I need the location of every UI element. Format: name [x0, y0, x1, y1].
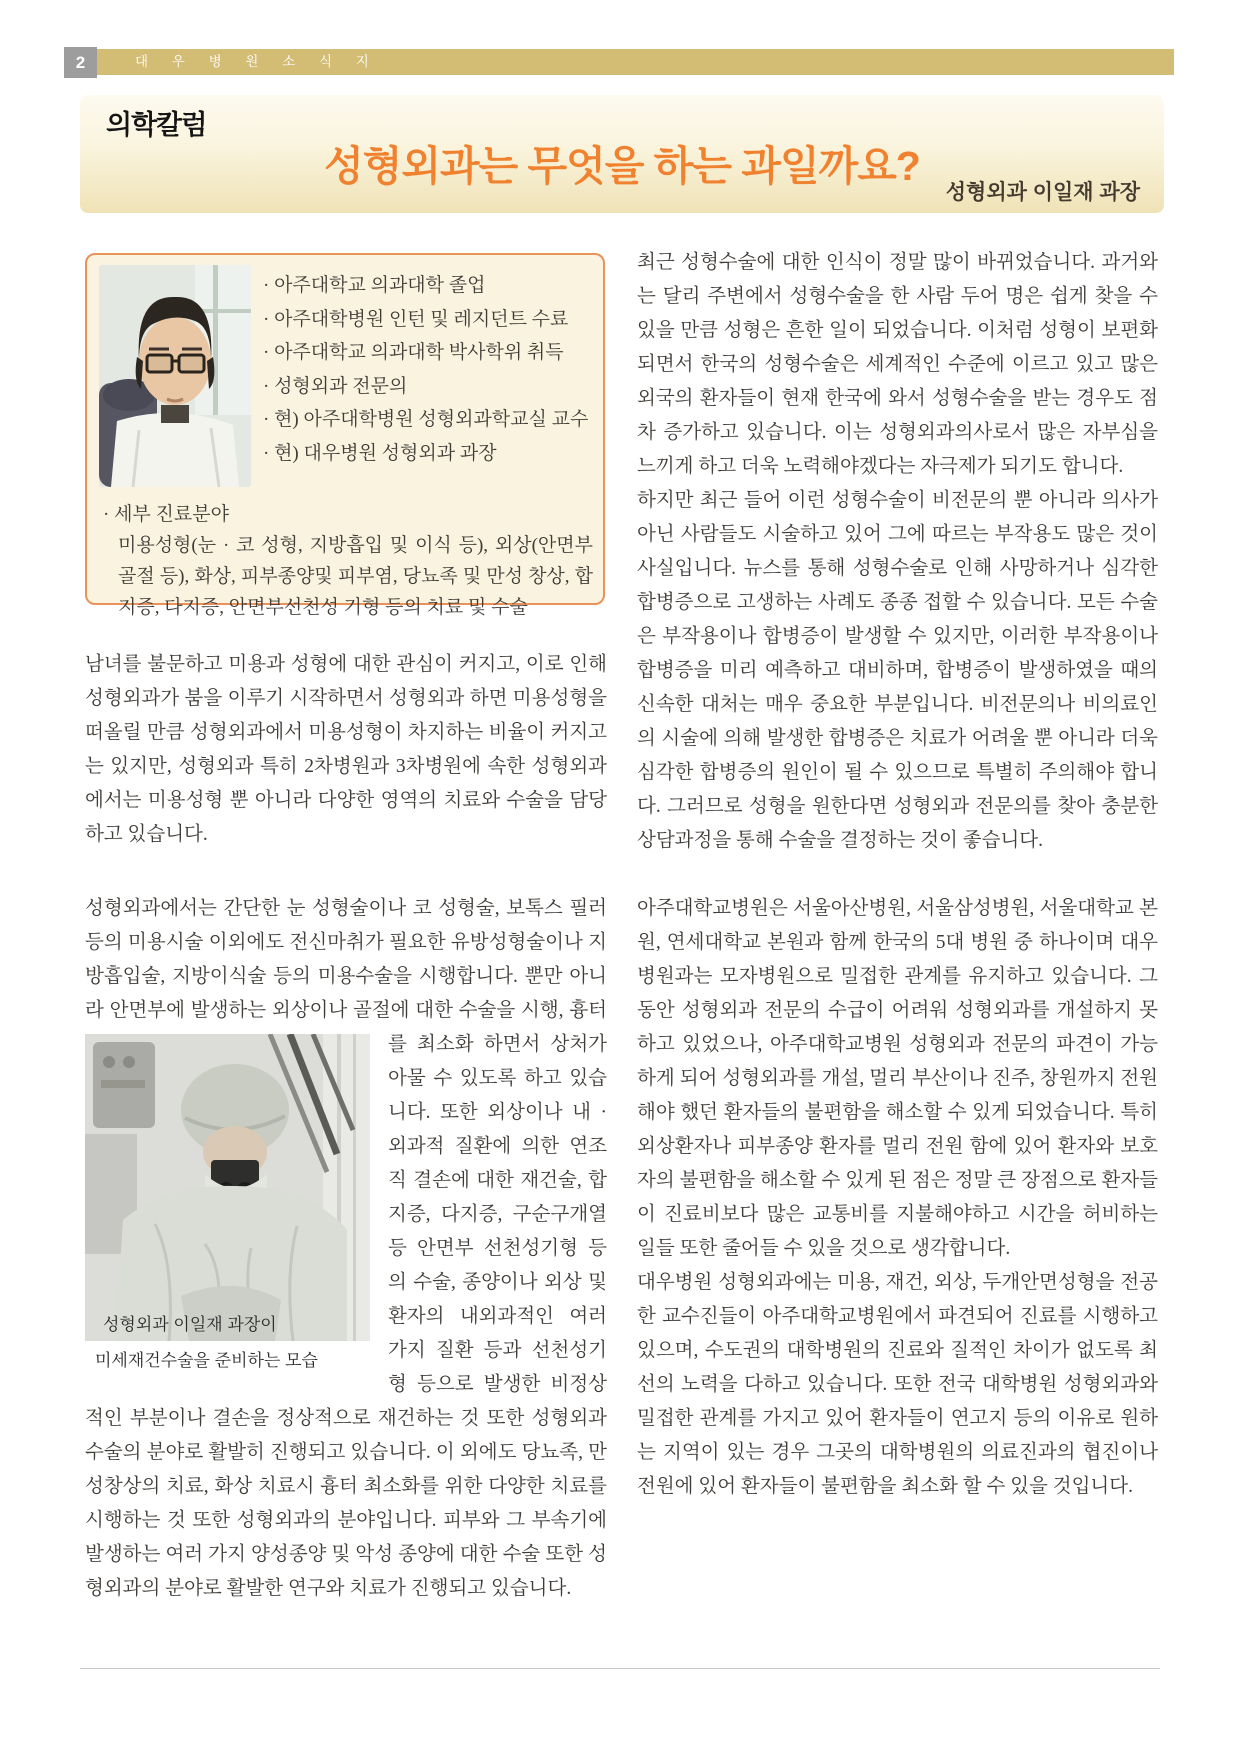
- doctor-portrait-photo: [99, 265, 251, 487]
- article-author: 성형외과 이일재 과장: [945, 181, 1140, 204]
- specialty-section: [103, 499, 593, 623]
- column-header-panel: [80, 95, 1164, 213]
- credential-item: · 아주대학병원 인턴 및 레지던트 수료: [263, 308, 569, 330]
- right-column: [637, 246, 1158, 1504]
- surgery-photo-caption-overlay: 성형외과 이일재 과장이: [103, 1315, 277, 1334]
- surgery-photo: [85, 1034, 370, 1378]
- left-paragraph-2-text-before: 성형외과에서는 간단한 눈 성형술이나 코 성형술, 보톡스 필러 등의 미용시술 이외에도 전신마취가 필요한 유방성형술이나 지방흡입술, 지방이식술 등의 미용수술을 시행합니다. 뿐만 아니라 안면부에 발생하는 외상이나 골절에 대한 수술을: [85, 898, 607, 1021]
- credentials-list: [263, 269, 588, 470]
- footer-divider: [80, 1668, 1160, 1669]
- credential-item: · 현) 대우병원 성형외과 과장: [263, 442, 497, 464]
- right-paragraph-1: 최근 성형수술에 대한 인식이 정말 많이 바뀌었습니다. 과거와는 달리 주변에서 성형수술을 한 사람 두어 명은 쉽게 찾을 수 있을 만큼 성형은 흔한 일이 되었습니다. 이처럼 성형이 보편화 되면서 한국의 성형수술은 세계적인 수준에 이르고 있고 많은 외국의 환자들이 현재 한국에 와서 성형수술을 받는 경우도 점차 증가하고 있습니다. 이는 성형외과의사로서 많은 자부심을 느끼게 하고 더욱 노력해야겠다는 자극제가 되기도 합니다.: [637, 252, 1158, 477]
- page-header: [64, 47, 1174, 78]
- left-paragraph-2-text-after: 시행, 흉터를 최소화 하면서 상처가 아물 수 있도록 하고 있습니다. 또한 외상이나 내 · 외과적 질환에 의한 연조직 결손에 대한 재건술, 합지증, 다지증, 구순구개열 등 안면부 선천성기형 등의 수술, 종양이나 외상 및 환자의 내외과적인 여러 가지 질환 등과 선천성기형 등으로 발생한 비정상적인 부분이나 결손을 정상적으로 재건하는 것 또한 성형외과 수술의 분야로 활발히 진행되고 있습니다. 이 외에도 당뇨족, 만성창상의 치료, 화상 치료시 흉터 최소화를 위한 다양한 치료를 시행하는 것 또한 성형외과의 분야입니다. 피부와 그 부속기에 발생하는 여러 가지 양성종양 및 악성 종양에 대한 수술 또한 성형외과의 분야로 활발한 연구와 치료가 진행되고 있습니다.: [85, 1000, 607, 1599]
- specialty-label: · 세부 진료분야: [103, 504, 229, 525]
- column-label: 의학칼럼: [106, 110, 207, 140]
- left-paragraph-1: 남녀를 불문하고 미용과 성형에 대한 관심이 커지고, 이로 인해 성형외과가 붐을 이루기 시작하면서 성형외과 하면 미용성형을 떠올릴 만큼 성형외과에서 미용성형이 차지하는 비율이 커지고는 있지만, 성형외과 특히 2차병원과 3차병원에 속한 성형외과에서는 미용성형 뿐 아니라 다양한 영역의 치료와 수술을 담당하고 있습니다.: [85, 654, 607, 845]
- left-paragraph-2: [85, 892, 607, 1606]
- doctor-profile-box: [85, 253, 605, 618]
- credential-item: · 성형외과 전문의: [263, 375, 408, 397]
- credential-item: · 현) 아주대학병원 성형외과학교실 교수: [263, 409, 589, 430]
- article-title: 성형외과는 무엇을 하는 과일까요?: [324, 143, 920, 189]
- right-paragraph-4: 대우병원 성형외과에는 미용, 재건, 외상, 두개안면성형을 전공한 교수진들이 아주대학교병원에서 파견되어 진료를 시행하고 있으며, 수도권의 대학병원의 진료와 질적인 차이가 없도록 최선의 노력을 다하고 있습니다. 또한 전국 대학병원 성형외과와 밀접한 관계를 가지고 있어 환자들이 연고지 등의 이유로 원하는 지역이 있는 경우 그곳의 대학병원의 의료진과의 협진이나 전원에 있어 환자들이 불편함을 최소화 할 수 있을 것입니다.: [637, 1272, 1158, 1497]
- newsletter-title-bar: [97, 49, 1174, 75]
- newsletter-title: 대 우 병 원 소 식 지: [135, 54, 379, 69]
- right-paragraph-2: 하지만 최근 들어 이런 성형수술이 비전문의 뿐 아니라 의사가 아닌 사람들도 시술하고 있어 그에 따르는 부작용도 많은 것이 사실입니다. 뉴스를 통해 성형수술로 인해 사망하거나 심각한 합병증으로 고생하는 사례도 종종 접할 수 있습니다. 모든 수술은 부작용이나 합병증이 발생할 수 있지만, 이러한 부작용이나 합병증을 미리 예측하고 대비하며, 합병증이 발생하였을 때의 신속한 대처는 매우 중요한 부분입니다. 비전문의나 비의료인의 시술에 의해 발생한 합병증은 치료가 어려울 뿐 아니라 더욱 심각한 합병증의 원인이 될 수 있으므로 특별히 주의해야 합니다. 그러므로 성형을 원한다면 성형외과 전문의를 찾아 충분한 상담과정을 통해 수술을 결정하는 것이 좋습니다.: [637, 490, 1158, 851]
- specialty-detail: 미용성형(눈 · 코 성형, 지방흡입 및 이식 등), 외상(안면부 골절 등), 화상, 피부종양및 피부염, 당뇨족 및 만성 창상, 합지증, 다지증, 안면부선천성 기형 등의 치료 및 수술: [118, 535, 593, 618]
- surgery-photo-caption: 미세재건수술을 준비하는 모습: [95, 1351, 318, 1370]
- page-number: 2: [64, 47, 97, 78]
- right-paragraph-3: 아주대학교병원은 서울아산병원, 서울삼성병원, 서울대학교 본원, 연세대학교 본원과 함께 한국의 5대 병원 중 하나이며 대우병원과는 모자병원으로 밀접한 관계를 유지하고 있습니다. 그동안 성형외과 전문의 수급이 어려워 성형외과를 개설하지 못하고 있었으나, 아주대학교병원 성형외과 전문의 파견이 가능하게 되어 성형외과를 개설, 멀리 부산이나 진주, 창원까지 전원 해야 했던 환자들의 불편함을 해소할 수 있게 되었습니다. 특히 외상환자나 피부종양 환자를 멀리 전원 함에 있어 환자와 보호자의 불편함을 해소할 수 있게 된 점은 정말 큰 장점으로 환자들이 진료비보다 많은 교통비를 지불해야하고 시간을 허비하는 일들 또한 줄어들 수 있을 것으로 생각합니다.: [637, 898, 1158, 1259]
- credential-item: · 아주대학교 의과대학 박사학위 취득: [263, 342, 564, 363]
- credential-item: · 아주대학교 의과대학 졸업: [263, 275, 486, 296]
- left-column: [85, 648, 607, 1606]
